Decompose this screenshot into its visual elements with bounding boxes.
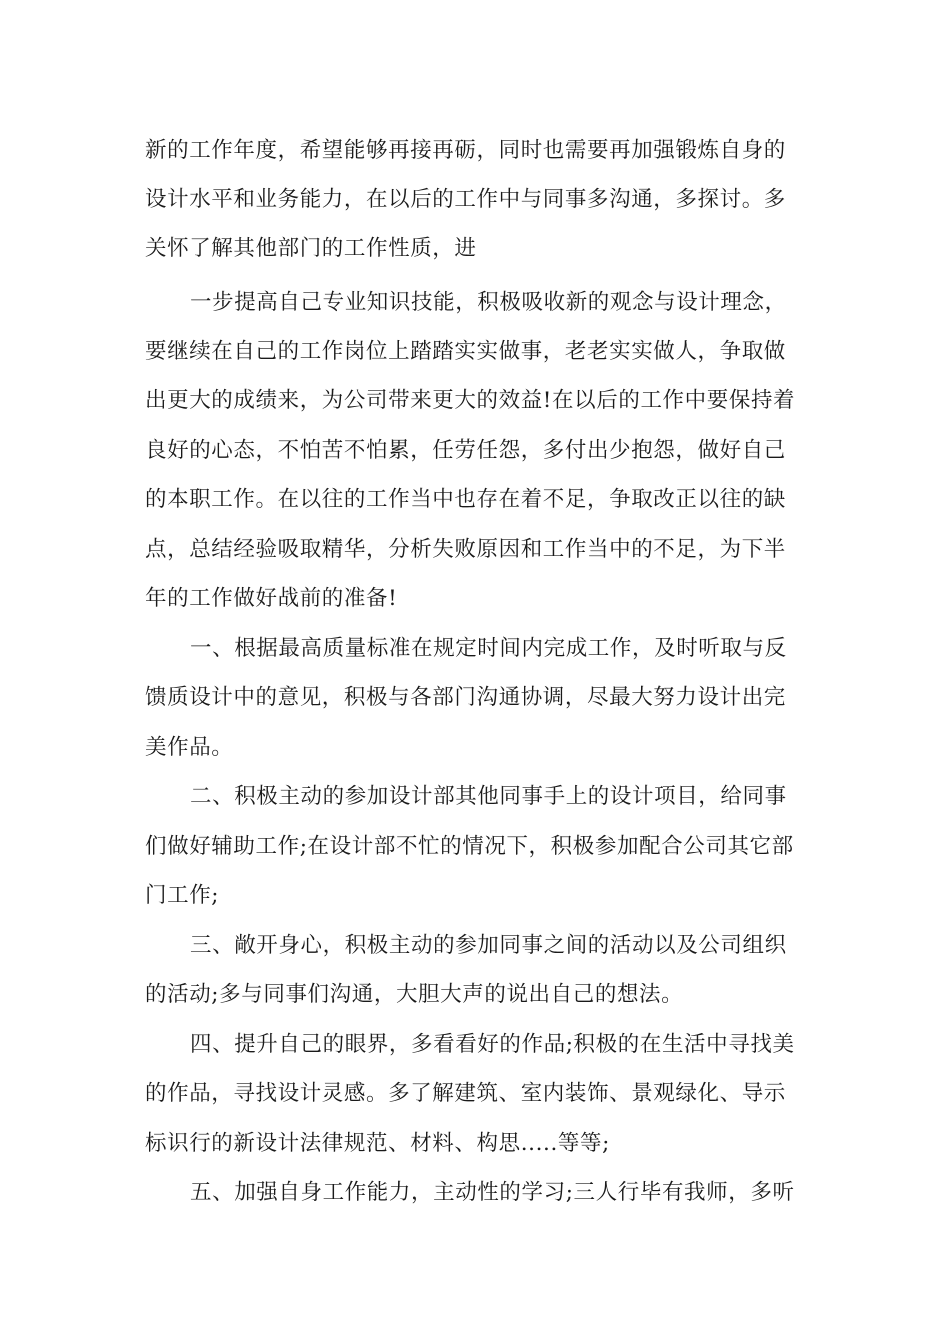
text-line: 馈质设计中的意见，积极与各部门沟通协调，尽最大努力设计出完 <box>145 685 786 710</box>
text-line: 三、敞开身心，积极主动的参加同事之间的活动以及公司组织 <box>190 933 787 958</box>
text-line: 良好的心态，不怕苦不怕累，任劳任怨，多付出少抱怨，做好自己 <box>145 438 786 463</box>
text-line: 美作品。 <box>145 735 234 760</box>
text-line: 二、积极主动的参加设计部其他同事手上的设计项目，给同事 <box>190 784 787 809</box>
text-line: 点，总结经验吸取精华，分析失败原因和工作当中的不足，为下半 <box>145 537 786 562</box>
text-line: 门工作; <box>145 883 220 908</box>
text-line: 们做好辅助工作;在设计部不忙的情况下，积极参加配合公司其它部 <box>145 834 794 859</box>
text-line: 设计水平和业务能力，在以后的工作中与同事多沟通，多探讨。多 <box>145 187 786 212</box>
text-line: 新的工作年度，希望能够再接再砺，同时也需要再加强锻炼自身的 <box>145 138 786 163</box>
text-line: 标识行的新设计法律规范、材料、构思.....等等; <box>145 1131 610 1156</box>
text-line: 一步提高自己专业知识技能，积极吸收新的观念与设计理念， <box>190 290 787 315</box>
text-line: 的本职工作。在以往的工作当中也存在着不足，争取改正以往的缺 <box>145 487 786 512</box>
text-line: 五、加强自身工作能力，主动性的学习;三人行毕有我师，多听 <box>190 1180 795 1205</box>
text-line: 年的工作做好战前的准备! <box>145 586 398 611</box>
text-line: 关怀了解其他部门的工作性质，进 <box>145 236 477 261</box>
text-line: 四、提升自己的眼界，多看看好的作品;积极的在生活中寻找美 <box>190 1032 795 1057</box>
text-line: 的活动;多与同事们沟通，大胆大声的说出自己的想法。 <box>145 982 684 1007</box>
text-line: 出更大的成绩来，为公司带来更大的效益!在以后的工作中要保持着 <box>145 388 796 413</box>
text-line: 的作品，寻找设计灵感。多了解建筑、室内装饰、景观绿化、导示 <box>145 1081 786 1106</box>
text-line: 一、根据最高质量标准在规定时间内完成工作，及时听取与反 <box>190 636 787 661</box>
text-line: 要继续在自己的工作岗位上踏踏实实做事，老老实实做人，争取做 <box>145 339 786 364</box>
